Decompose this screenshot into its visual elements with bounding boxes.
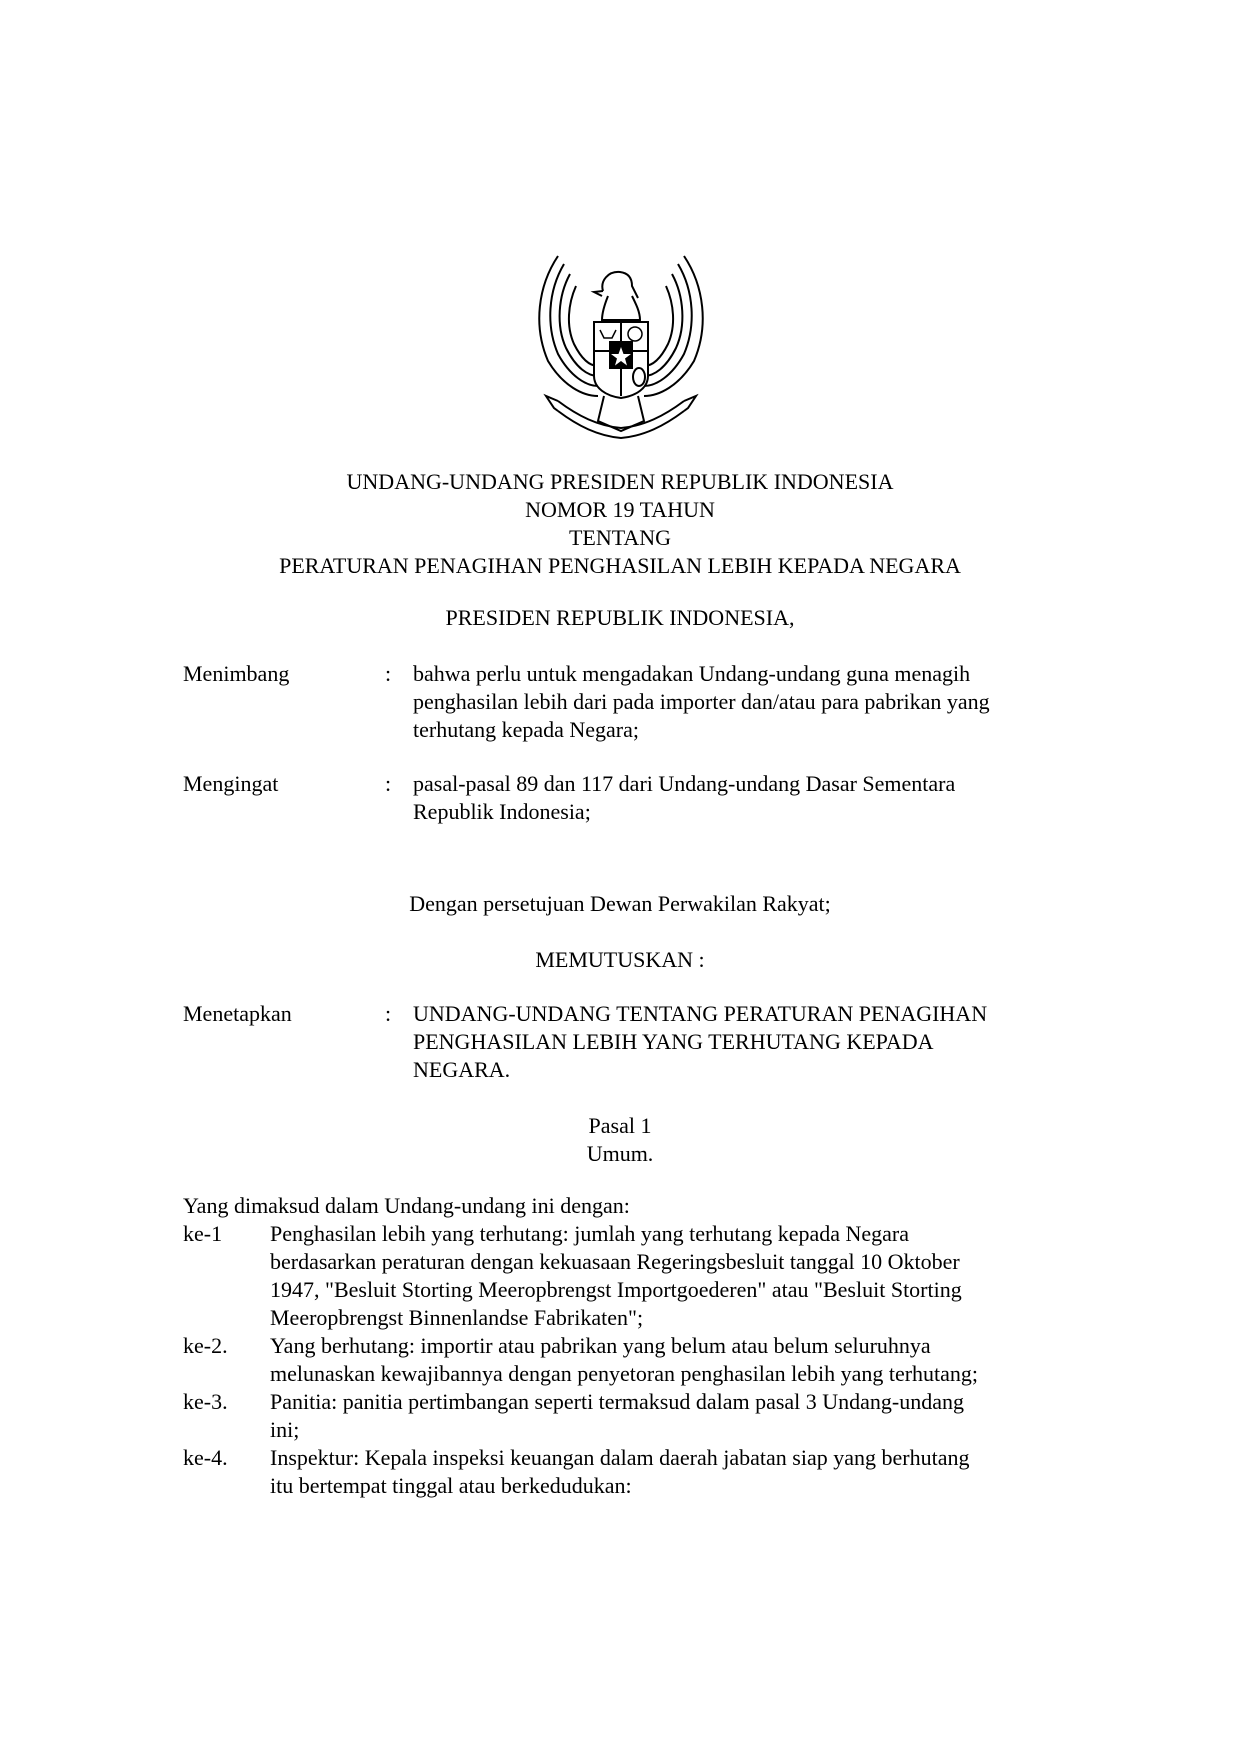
pasal-subtitle: Umum.	[586, 1141, 654, 1166]
item-line: itu bertempat tinggal atau berkedudukan:	[270, 1473, 632, 1498]
doc-tentang: TENTANG	[568, 525, 672, 550]
item-number: ke-1	[183, 1221, 223, 1246]
mengingat-colon: :	[385, 771, 392, 796]
persetujuan-text: Dengan persetujuan Dewan Perwakilan Rakyat;	[409, 891, 831, 916]
doc-title-line1: UNDANG-UNDANG PRESIDEN REPUBLIK INDONESIA	[346, 469, 894, 494]
item-line: Penghasilan lebih yang terhutang: jumlah yang terhutang kepada Negara	[270, 1221, 910, 1246]
menetapkan-label: Menetapkan	[183, 1001, 292, 1026]
menimbang-label: Menimbang	[183, 661, 290, 686]
pasal-intro: Yang dimaksud dalam Undang-undang ini dengan:	[183, 1193, 630, 1218]
menetapkan-line: NEGARA.	[413, 1057, 511, 1082]
menetapkan-colon: :	[385, 1001, 392, 1026]
menimbang-line: terhutang kepada Negara;	[413, 717, 639, 742]
item-number: ke-3.	[183, 1389, 228, 1414]
item-line: Meeropbrengst Binnenlandse Fabrikaten";	[270, 1305, 644, 1330]
menimbang-line: penghasilan lebih dari pada importer dan/atau para pabrikan yang	[413, 689, 990, 714]
item-line: 1947, "Besluit Storting Meeropbrengst Importgoederen" atau "Besluit Storting	[270, 1277, 962, 1302]
item-line: Yang berhutang: importir atau pabrikan yang belum atau belum seluruhnya	[270, 1333, 931, 1358]
item-line: berdasarkan peraturan dengan kekuasaan Regeringsbesluit tanggal 10 Oktober	[270, 1249, 960, 1274]
item-number: ke-4.	[183, 1445, 228, 1470]
menetapkan-line: PENGHASILAN LEBIH YANG TERHUTANG KEPADA	[413, 1029, 934, 1054]
pasal-title: Pasal 1	[588, 1113, 652, 1138]
mengingat-label: Mengingat	[183, 771, 279, 796]
item-line: melunaskan kewajibannya dengan penyetoran penghasilan lebih yang terhutang;	[270, 1361, 979, 1386]
item-line: Panitia: panitia pertimbangan seperti termaksud dalam pasal 3 Undang-undang	[270, 1389, 965, 1414]
menetapkan-line: UNDANG-UNDANG TENTANG PERATURAN PENAGIHAN	[413, 1001, 988, 1026]
doc-number: NOMOR 19 TAHUN	[525, 497, 715, 522]
president-heading: PRESIDEN REPUBLIK INDONESIA,	[445, 605, 795, 630]
mengingat-line: pasal-pasal 89 dan 117 dari Undang-undang Dasar Sementara	[413, 771, 956, 796]
menimbang-line: bahwa perlu untuk mengadakan Undang-undang guna menagih	[413, 661, 971, 686]
item-line: Inspektur: Kepala inspeksi keuangan dalam daerah jabatan siap yang berhutang	[270, 1445, 970, 1470]
item-line: ini;	[270, 1417, 300, 1442]
mengingat-line: Republik Indonesia;	[413, 799, 591, 824]
memutuskan-heading: MEMUTUSKAN :	[535, 947, 705, 972]
menimbang-colon: :	[385, 661, 392, 686]
item-number: ke-2.	[183, 1333, 228, 1358]
garuda-emblem-icon	[528, 246, 714, 442]
doc-subject: PERATURAN PENAGIHAN PENGHASILAN LEBIH KEPADA NEGARA	[279, 553, 961, 578]
